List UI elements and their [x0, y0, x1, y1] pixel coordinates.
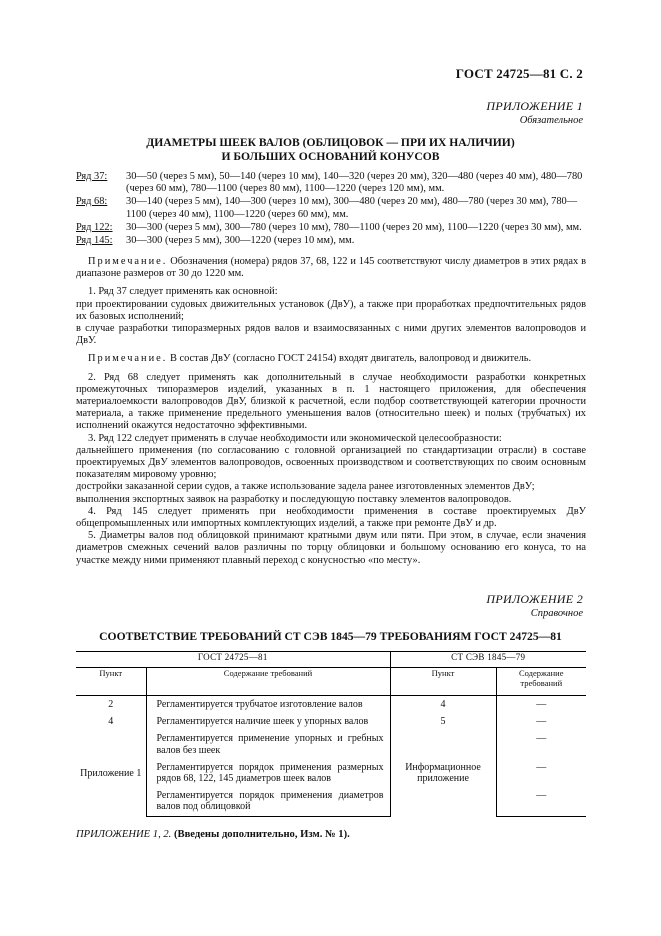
note2	[76, 353, 586, 365]
appendix2-status: Справочное	[530, 608, 583, 619]
cell-punkt2: 4	[390, 696, 496, 714]
row-122	[76, 222, 586, 234]
cell-punkt-group: Приложение 1	[80, 767, 142, 779]
row-text: 30—300 (через 5 мм), 300—1220 (через 10 мм), мм.	[126, 235, 355, 247]
col-content: Содержание требований	[146, 668, 390, 696]
cell-punkt: 2	[108, 699, 114, 710]
table-row	[76, 713, 586, 730]
row-text: 30—50 (через 5 мм), 50—140 (через 10 мм), 140—320 (через 20 мм), 320—480 (через 40 мм), 480—780 (через 60 мм), 780—1100 (через 80 мм), 1100—1220 (через 120 мм), мм.	[126, 171, 583, 195]
cell-content: Регламентируется наличие шеек у упорных валов	[146, 713, 390, 730]
col-content2: Содержание требований	[496, 668, 586, 696]
row-68	[76, 196, 586, 220]
cell-content: Регламентируется порядок применения диаметров валов под облицовкой	[146, 787, 390, 816]
paragraph-1: 1. Ряд 37 следует применять как основной:	[88, 286, 278, 298]
cell-punkt2-group: Информационное приложение	[390, 730, 496, 816]
paragraph-3: 3. Ряд 122 следует применять в случае необходимости или экономической целесообразности:	[88, 432, 502, 444]
appendix1-heading-line1: ДИАМЕТРЫ ШЕЕК ВАЛОВ (ОБЛИЦОВОК — ПРИ ИХ НАЛИЧИИ)	[146, 136, 515, 149]
appendix2-heading: СООТВЕТСТВИЕ ТРЕБОВАНИЙ СТ СЭВ 1845—79 ТРЕБОВАНИЯМ ГОСТ 24725—81	[99, 630, 562, 643]
note1-text: Обозначения (номера) рядов 37, 68, 122 и 145 соответствуют числу диаметров в этих рядах в диапазоне размеров от 30 до 1220 мм.	[76, 256, 586, 280]
paragraph-5: 5. Диаметры валов под облицовкой принимают кратными двум или пяти. При этом, в случае, если значения диаметров смежных сечений валов различны по торцу облицовки и большому основанию его конуса, то на участке между ними применяют плавный переход с конусностью «по месту».	[76, 530, 586, 566]
cell-content2: —	[496, 696, 586, 714]
page-header: ГОСТ 24725—81 С. 2	[455, 66, 583, 81]
note1-label: Примечание.	[88, 256, 168, 267]
cell-content2: —	[496, 787, 586, 816]
group-gost: ГОСТ 24725—81	[76, 652, 390, 668]
paragraph-3c: выполнения экспортных заявок на разработку и последующую поставку элементов валопроводов.	[76, 493, 512, 505]
row-label: Ряд 37:	[76, 171, 108, 182]
note2-text: В состав ДвУ (согласно ГОСТ 24154) входят двигатель, валопровод и движитель.	[167, 353, 532, 365]
group-st-sev: СТ СЭВ 1845—79	[390, 652, 586, 668]
row-37	[76, 171, 586, 195]
appendix1-label	[486, 99, 583, 126]
paragraph-1b: в случае разработки типоразмерных рядов валов и взаимосвязанных с ними других элементов валопроводов и ДвУ.	[76, 323, 586, 347]
table-row	[76, 759, 586, 787]
appendix1-body	[76, 256, 586, 567]
row-label: Ряд 68:	[76, 196, 108, 208]
paragraph-3b: достройки заказанной серии судов, а также использование задела ранее изготовленных элементов ДвУ;	[76, 481, 535, 493]
appendix1-status: Обязательное	[519, 115, 583, 126]
cell-punkt2: 5	[390, 713, 496, 730]
col-punkt: Пункт	[76, 668, 146, 696]
diameter-rows	[76, 171, 586, 248]
paragraph-3a: дальнейшего применения (по согласованию с головной организацией по стандартизации отрасли) в составе проектируемых ДвУ элементов валопроводов, освоенных производством и соответствующих по своим основным показателям мировому уровню;	[76, 444, 586, 481]
row-text: 30—140 (через 5 мм), 140—300 (через 10 мм), 300—480 (через 20 мм), 480—780 (через 30 мм), 780—1100 (через 40 мм), 1100—1220 (через 60 мм), мм.	[126, 196, 578, 220]
correspondence-table	[76, 651, 586, 817]
amendment-note	[76, 829, 350, 840]
col-punkt2: Пункт	[390, 668, 496, 696]
amendment-text: (Введены дополнительно, Изм. № 1).	[171, 829, 350, 840]
table-row	[76, 787, 586, 816]
amendment-ref: ПРИЛОЖЕНИЕ 1, 2.	[76, 829, 172, 840]
table-column-header	[76, 668, 586, 696]
note2-label: Примечание.	[88, 353, 168, 365]
row-text: 30—300 (через 5 мм), 300—780 (через 10 мм), 780—1100 (через 20 мм), 1100—1220 (через 30 мм), мм.	[126, 221, 582, 233]
paragraph-1a: при проектировании судовых движительных установок (ДвУ), а также при проработках предпочтительных рядов их базовых исполнений;	[76, 298, 586, 322]
cell-punkt: 4	[108, 716, 114, 728]
row-label: Ряд 145:	[76, 235, 113, 247]
table-row	[76, 730, 586, 758]
table-group-header	[76, 652, 586, 668]
appendix1-heading	[0, 136, 661, 164]
appendix2-label	[486, 592, 583, 619]
table-row	[76, 696, 586, 714]
cell-content2: —	[496, 730, 586, 758]
appendix1-title: ПРИЛОЖЕНИЕ 1	[486, 99, 583, 113]
cell-content2: —	[496, 759, 586, 787]
cell-content: Регламентируется трубчатое изготовление валов	[146, 696, 390, 714]
paragraph-2: 2. Ряд 68 следует применять как дополнительный в случае необходимости разработки конкретных промежуточных типоразмеров изделий, указанных в п. 1 настоящего приложения, для обеспечения материалоемкости валопроводов ДвУ, близкой к расчетной, если подбор соответствующей категории прочности материала, а также применение предельного уменьшения валов (относительно шеек) и полых (трубчатых) их исполнений окажутся недостаточно эффективными.	[76, 371, 586, 432]
row-145	[76, 235, 586, 247]
cell-content: Регламентируется порядок применения размерных рядов 68, 122, 145 диаметров шеек валов	[146, 759, 390, 787]
cell-content: Регламентируется применение упорных и гребных валов без шеек	[146, 730, 390, 758]
row-label: Ряд 122:	[76, 221, 113, 233]
appendix1-heading-line2: И БОЛЬШИХ ОСНОВАНИЙ КОНУСОВ	[221, 150, 440, 163]
cell-content2: —	[496, 713, 586, 730]
note1	[76, 256, 586, 280]
appendix2-title: ПРИЛОЖЕНИЕ 2	[486, 592, 583, 606]
paragraph-4: 4. Ряд 145 следует применять при необходимости применения в составе проектируемых ДвУ общепромышленных или импортных комплектующих изделий, а также при ремонте ДвУ и др.	[76, 505, 586, 530]
